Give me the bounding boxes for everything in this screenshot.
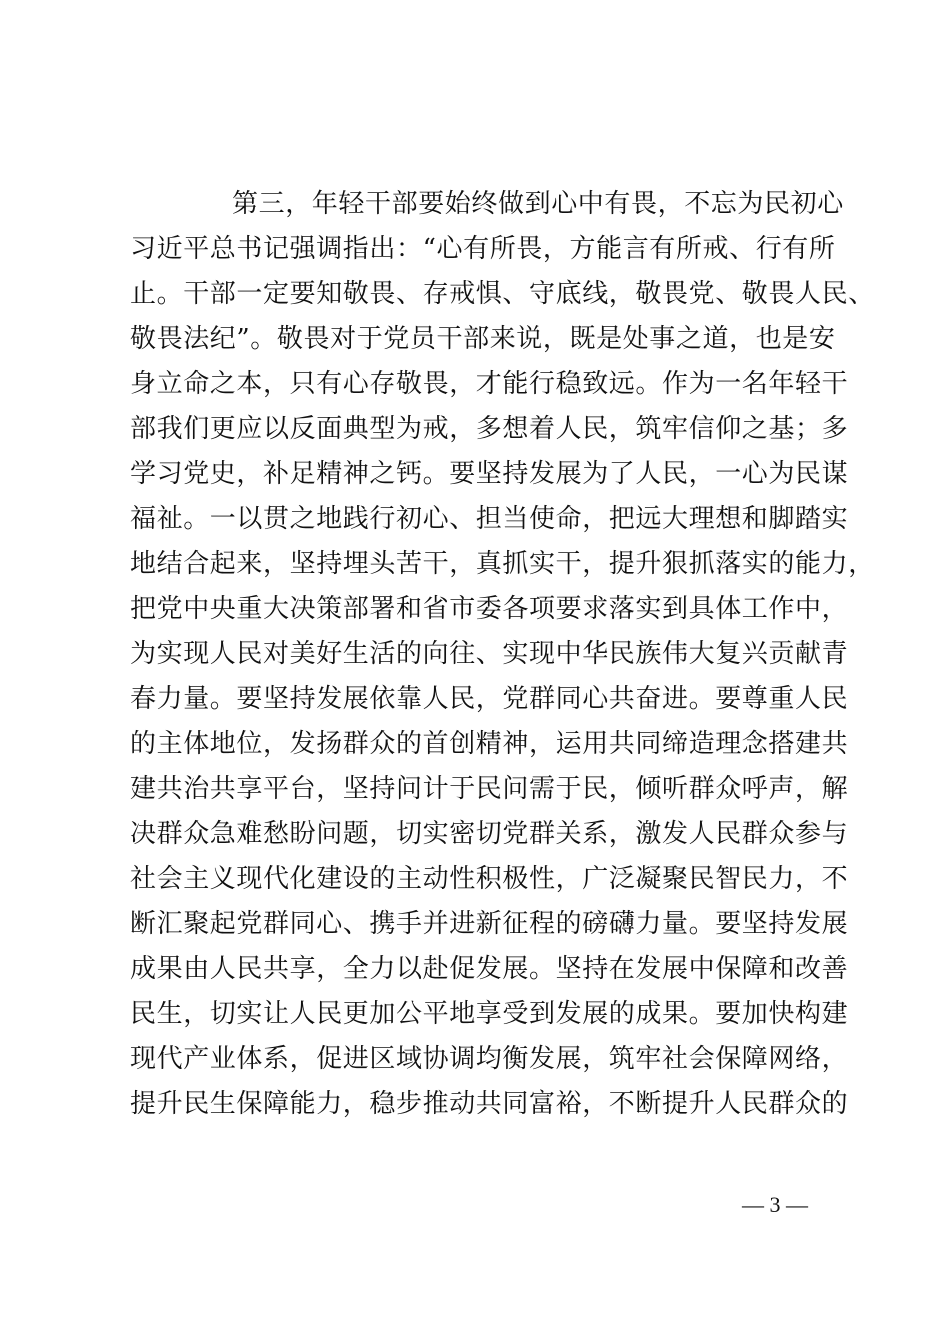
text-line-12: 春力量。要坚持发展依靠人民，党群同心共奋进。要尊重人民 (130, 684, 849, 714)
text-line-2: 习近平总书记强调指出：“心有所畏，方能言有所戒、行有所 (130, 234, 836, 264)
text-line-6: 部我们更应以反面典型为戒，多想着人民，筑牢信仰之基；多 (130, 414, 849, 444)
text-line-16: 社会主义现代化建设的主动性积极性，广泛凝聚民智民力，不 (130, 864, 849, 894)
text-line-8: 福祉。一以贯之地践行初心、担当使命，把远大理想和脚踏实 (130, 504, 849, 534)
text-line-9: 地结合起来，坚持埋头苦干，真抓实干，提升狠抓落实的能力， (130, 549, 875, 579)
text-line-4: 敬畏法纪”。敬畏对于党员干部来说，既是处事之道，也是安 (130, 324, 836, 354)
text-line-15: 决群众急难愁盼问题，切实密切党群关系，激发人民群众参与 (130, 819, 849, 849)
text-line-14: 建共治共享平台，坚持问计于民问需于民，倾听群众呼声，解 (130, 774, 849, 804)
text-line-1: 第三，年轻干部要始终做到心中有畏，不忘为民初心 (232, 189, 844, 219)
text-line-3: 止。干部一定要知敬畏、存戒惧、守底线，敬畏党、敬畏人民、 (130, 279, 875, 309)
text-line-7: 学习党史，补足精神之钙。要坚持发展为了人民，一心为民谋 (130, 459, 849, 489)
page-number: — 3 — (742, 1192, 808, 1217)
text-line-17: 断汇聚起党群同心、携手并进新征程的磅礴力量。要坚持发展 (130, 909, 849, 939)
text-line-13: 的主体地位，发扬群众的首创精神，运用共同缔造理念搭建共 (130, 729, 849, 759)
text-line-10: 把党中央重大决策部署和省市委各项要求落实到具体工作中， (130, 594, 849, 624)
text-line-19: 民生，切实让人民更加公平地享受到发展的成果。要加快构建 (130, 999, 849, 1029)
text-line-18: 成果由人民共享，全力以赴促发展。坚持在发展中保障和改善 (130, 954, 849, 984)
text-line-20: 现代产业体系，促进区域协调均衡发展，筑牢社会保障网络， (130, 1044, 849, 1074)
text-line-11: 为实现人民对美好生活的向往、实现中华民族伟大复兴贡献青 (130, 639, 849, 669)
text-line-5: 身立命之本，只有心存敬畏，才能行稳致远。作为一名年轻干 (130, 369, 849, 399)
text-line-21: 提升民生保障能力，稳步推动共同富裕，不断提升人民群众的 (130, 1089, 849, 1119)
